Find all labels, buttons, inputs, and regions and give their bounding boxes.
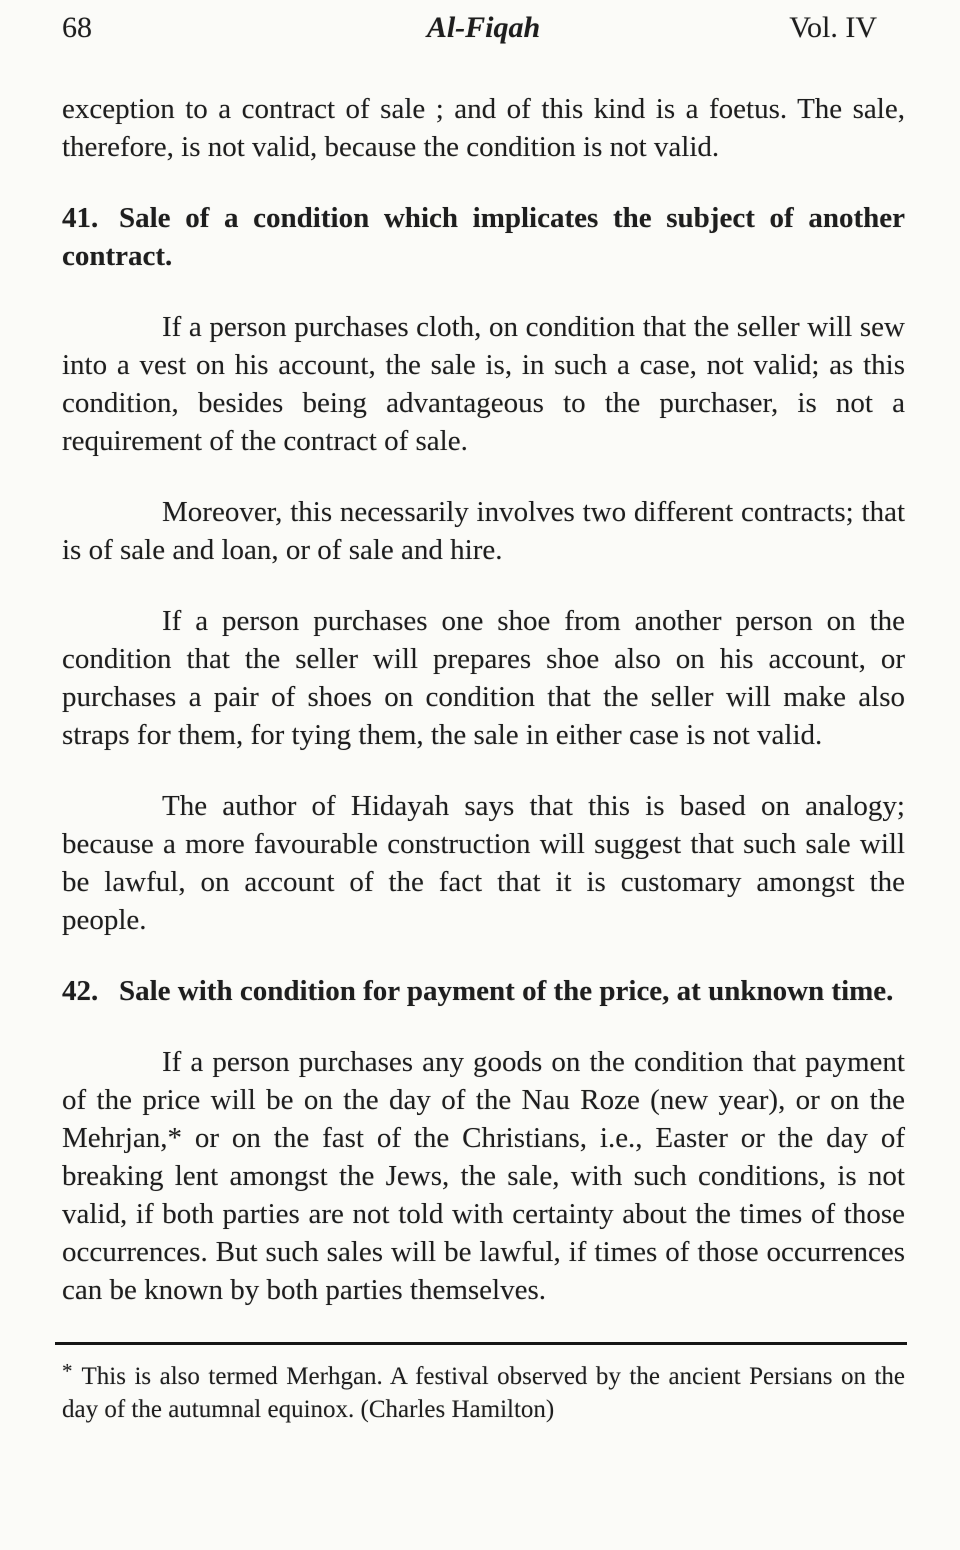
footnote-text: This is also termed Merhgan. A festival observed by the ancient Persians on the day of the autumnal equinox. (Charles Hamilton) [62,1363,905,1423]
paragraph: If a person purchases one shoe from another person on the condition that the seller will prepares shoe also on his account, or purchases a pair of shoes on condition that the seller will make also straps for them, for tying them, the sale in either case is not valid. [62,605,905,751]
footnote-area [62,1342,905,1426]
section-number: 42. [62,975,99,1007]
volume-label: Vol. IV [789,11,877,44]
paragraph: If a person purchases any goods on the condition that payment of the price will be on the day of the Nau Roze (new year), or on the Mehrjan,* or on the fast of the Christians, i.e., Easter or the day of breaking lent amongst the Jews, the sale, with such conditions, is not valid, if both parties are not told with certainty about the times of those occurrences. But such sales will be lawful, if times of those occurrences can be known by both parties themselves. [62,1046,905,1306]
page-number: 68 [62,11,92,44]
footnote-marker: * [62,1359,73,1383]
page-body [62,90,905,1309]
footnote [62,1355,905,1426]
paragraph: The author of Hidayah says that this is based on analogy; because a more favourable construction will suggest that such sale will be lawful, on account of the fact that it is customary amongst the people. [62,790,905,936]
section-heading [62,199,905,275]
section-heading [62,972,905,1010]
book-title: Al-Fiqah [426,11,541,44]
page-header [62,8,905,48]
section-number: 41. [62,202,99,234]
paragraph: If a person purchases cloth, on condition that the seller will sew into a vest on his account, the sale is, in such a case, not valid; as this condition, besides being advantageous to the purchaser, is not a requirement of the contract of sale. [62,311,905,457]
footnote-divider [55,1342,907,1345]
paragraph: Moreover, this necessarily involves two different contracts; that is of sale and loan, or of sale and hire. [62,496,905,566]
section-title: Sale with condition for payment of the price, at unknown time. [119,975,894,1007]
section-title: Sale of a condition which implicates the subject of another contract. [62,202,905,272]
paragraph-continuation: exception to a contract of sale ; and of this kind is a foetus. The sale, therefore, is not valid, because the condition is not valid. [62,93,905,163]
